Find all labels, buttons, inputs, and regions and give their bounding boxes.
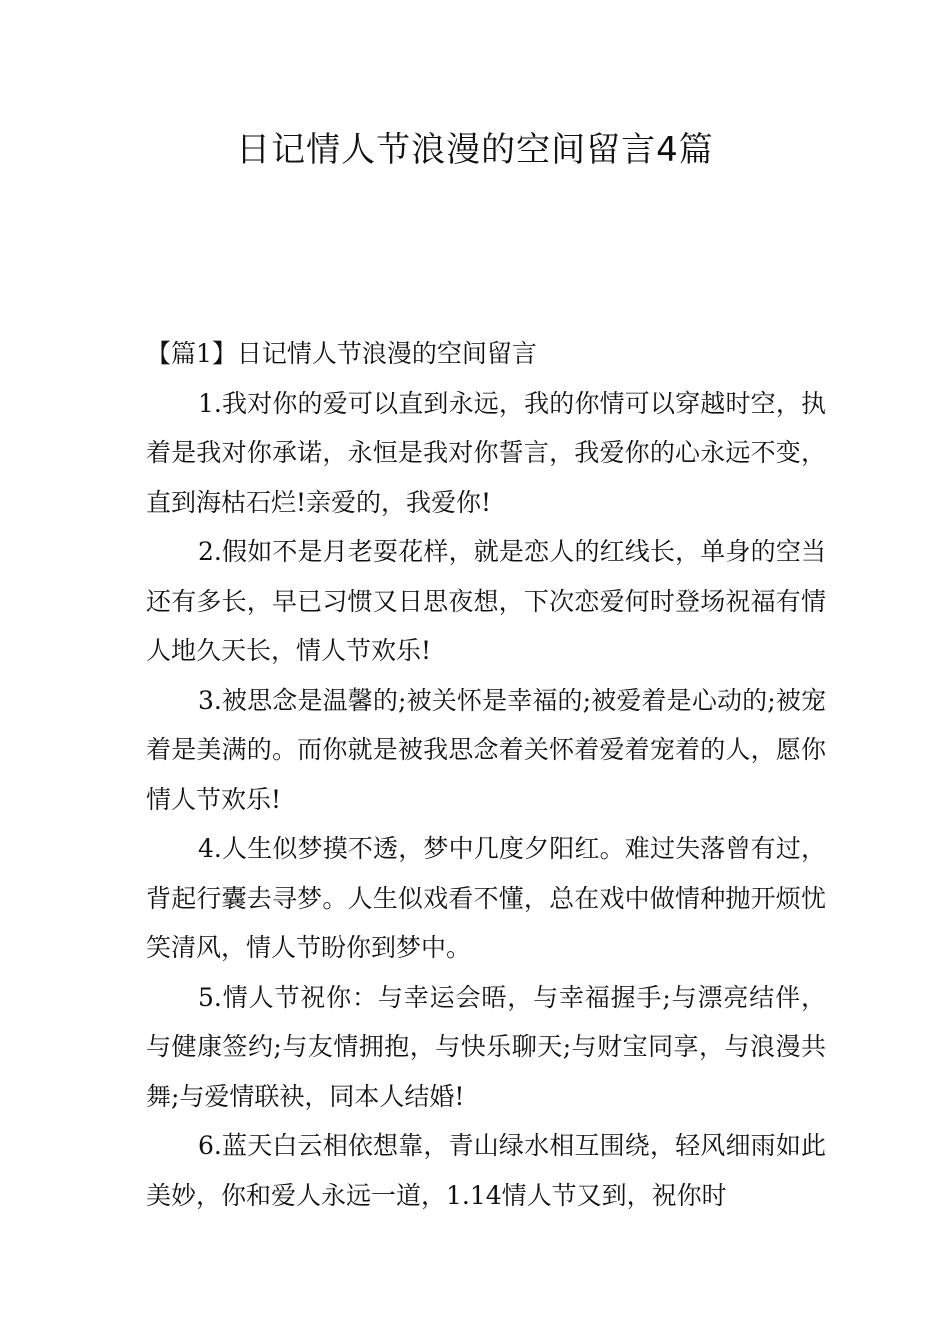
paragraph-5: 5.情人节祝你：与幸运会晤，与幸福握手;与漂亮结伴，与健康签约;与友情拥抱，与快乐聊天;与财宝同享，与浪漫共舞;与爱情联袂，同本人结婚! <box>146 982 826 1111</box>
paragraph-6: 6.蓝天白云相依想靠，青山绿水相互围绕，轻风细雨如此美妙，你和爱人永远一道，1.14情人节又到，祝你时 <box>146 1131 826 1210</box>
section-heading: 【篇1】日记情人节浪漫的空间留言 <box>146 339 537 368</box>
paragraph-4: 4.人生似梦摸不透，梦中几度夕阳红。难过失落曾有过，背起行囊去寻梦。人生似戏看不懂，总在戏中做情种抛开烦忧笑清风，情人节盼你到梦中。 <box>146 834 826 962</box>
paragraph-3: 3.被思念是温馨的;被关怀是幸福的;被爱着是心动的;被宠着是美满的。而你就是被我思念着关怀着爱着宠着的人，愿你情人节欢乐! <box>146 685 826 814</box>
document-title: 日记情人节浪漫的空间留言4篇 <box>236 130 714 170</box>
document-body <box>146 329 826 1220</box>
paragraph-2: 2.假如不是月老耍花样，就是恋人的红线长，单身的空当还有多长，早已习惯又日思夜想，下次恋爱何时登场祝福有情人地久天长，情人节欢乐! <box>146 537 826 665</box>
paragraph-1: 1.我对你的爱可以直到永远，我的你情可以穿越时空，执着是我对你承诺，永恒是我对你誓言，我爱你的心永远不变，直到海枯石烂!亲爱的，我爱你! <box>146 388 826 517</box>
